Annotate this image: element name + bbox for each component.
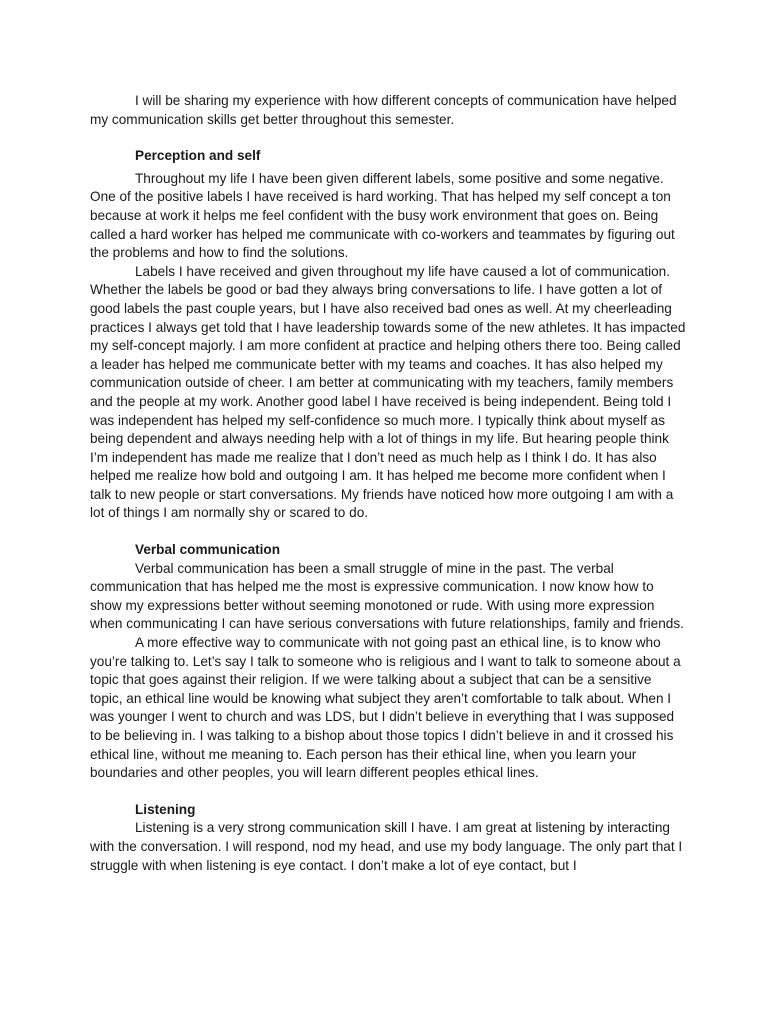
paragraph: Throughout my life I have been given different labels, some positive and some negative. One of the positive labels I have received is hard working. That has helped my self concept a ton because at work it helps me feel confident with the busy work environment that goes on. Being called a hard worker has helped me communicate with co-workers and teammates by figuring out the problems and how to find the solutions. [90,170,675,261]
spacer [90,129,686,147]
spacer [90,523,686,541]
section-heading-verbal: Verbal communication [135,542,281,558]
paragraph: Verbal communication has been a small struggle of mine in the past. The verbal communication that has helped me the most is expressive communication. I now know how to show my expressions better without seeming monotoned or rude. With using more expression when communicating I can have serious conversations with future relationships, family and friends. [90,560,684,632]
paragraph: Labels I have received and given throughout my life have caused a lot of communication. Whether the labels be good or bad they always bring conversations to life. I have gotten a lot of good labels the past couple years, but I have also received bad ones as well. At my cheerleading practices I always get told that I have leadership towards some of the new athletes. It has impacted my self-concept majorly. I am more confident at practice and helping others there too. Being called a leader has helped me communicate better with my teams and coaches. It has also helped my communication outside of cheer. I am better at communicating with my teachers, family members and the people at my work. Another good label I have received is being independent. Being told I was independent has helped my self-confidence so much more. I typically think about myself as being dependent and always needing help with a lot of things in my life. But hearing people think I’m independent has made me realize that I don’t need as much help as I think I do. It has also helped me realize how bold and outgoing I am. It has helped me become more confident when I talk to new people or start conversations. My friends have noticed how more outgoing I am with a lot of things I am normally shy or scared to do. [90,263,686,521]
section-heading-perception: Perception and self [135,148,261,164]
paragraph: A more effective way to communicate with not going past an ethical line, is to know who you’re talking to. Let’s say I talk to someone who is religious and I want to talk to someone about a topic that goes against their religion. If we were talking about a subject that can be a sensitive topic, an ethical line would be knowing what subject they aren’t comfortable to talk about. When I was younger I went to church and was LDS, but I didn’t believe in everything that I was supposed to be believing in. I was talking to a bishop about those topics I didn’t believe in and it crossed his ethical line, without me meaning to. Each person has their ethical line, when you learn your boundaries and other peoples, you will learn different peoples ethical lines. [90,635,681,781]
spacer [90,783,686,801]
section-heading-listening: Listening [135,801,196,817]
paragraph: Listening is a very strong communication skill I have. I am great at listening by interacting with the conversation. I will respond, nod my head, and use my body language. The only part that I struggle with when listening is eye contact. I don’t make a lot of eye contact, but I [90,820,683,873]
intro-paragraph: I will be sharing my experience with how different concepts of communication have helped my communication skills get better throughout this semester. [90,93,677,127]
document-page [90,92,686,875]
